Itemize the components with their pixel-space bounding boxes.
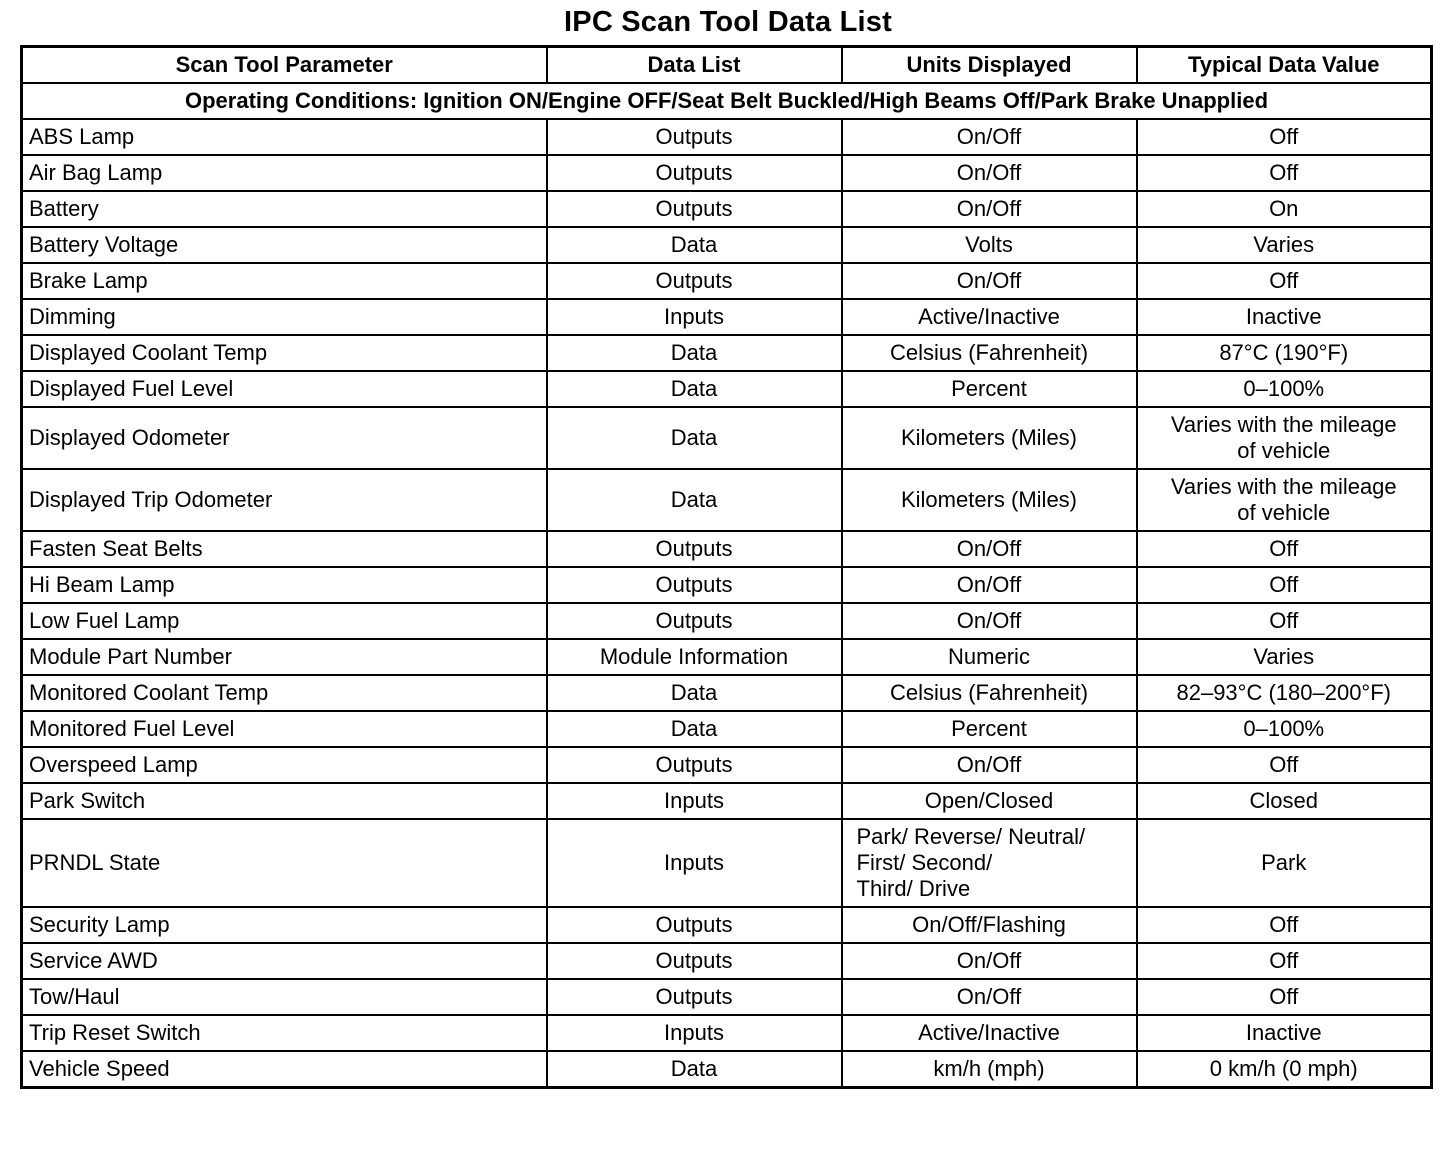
parameter-cell: Brake Lamp: [22, 263, 547, 299]
data-list-cell: Data: [547, 675, 842, 711]
units-cell: Volts: [842, 227, 1137, 263]
parameter-cell: Trip Reset Switch: [22, 1015, 547, 1051]
operating-conditions: Operating Conditions: Ignition ON/Engine OFF/Seat Belt Buckled/High Beams Off/Park Brake Unapplied: [22, 83, 1432, 119]
data-list-cell: Outputs: [547, 155, 842, 191]
parameter-cell: Park Switch: [22, 783, 547, 819]
units-cell: Celsius (Fahrenheit): [842, 335, 1137, 371]
typical-value-cell: Closed: [1137, 783, 1432, 819]
typical-value-cell: Off: [1137, 155, 1432, 191]
units-cell: Open/Closed: [842, 783, 1137, 819]
units-cell: On/Off: [842, 531, 1137, 567]
units-cell: On/Off: [842, 603, 1137, 639]
operating-conditions-row: [22, 83, 1432, 119]
parameter-cell: Displayed Fuel Level: [22, 371, 547, 407]
table-row: [22, 407, 1432, 469]
typical-value-cell: Off: [1137, 943, 1432, 979]
parameter-cell: ABS Lamp: [22, 119, 547, 155]
typical-value-cell: 0–100%: [1137, 371, 1432, 407]
data-list-cell: Data: [547, 227, 842, 263]
table-row: [22, 943, 1432, 979]
data-list-cell: Data: [547, 469, 842, 531]
typical-value-cell: Inactive: [1137, 299, 1432, 335]
data-list-cell: Data: [547, 407, 842, 469]
parameter-cell: Air Bag Lamp: [22, 155, 547, 191]
parameter-cell: Monitored Fuel Level: [22, 711, 547, 747]
typical-value-cell: Off: [1137, 907, 1432, 943]
units-cell: On/Off: [842, 979, 1137, 1015]
typical-value-cell: Varies: [1137, 227, 1432, 263]
table-row: [22, 819, 1432, 907]
parameter-cell: Vehicle Speed: [22, 1051, 547, 1088]
data-list-cell: Outputs: [547, 907, 842, 943]
typical-value-cell: On: [1137, 191, 1432, 227]
parameter-cell: PRNDL State: [22, 819, 547, 907]
table-row: [22, 711, 1432, 747]
parameter-cell: Dimming: [22, 299, 547, 335]
typical-value-cell: Varies: [1137, 639, 1432, 675]
parameter-cell: Hi Beam Lamp: [22, 567, 547, 603]
page-title: IPC Scan Tool Data List: [564, 6, 892, 38]
data-list-cell: Outputs: [547, 567, 842, 603]
units-cell: On/Off/Flashing: [842, 907, 1137, 943]
table-row: [22, 191, 1432, 227]
table-row: [22, 979, 1432, 1015]
header-row: [22, 47, 1432, 84]
typical-value-cell: Off: [1137, 979, 1432, 1015]
table-row: [22, 1015, 1432, 1051]
units-cell: On/Off: [842, 191, 1137, 227]
table-header: [22, 47, 1432, 120]
table-row: [22, 639, 1432, 675]
units-cell: On/Off: [842, 943, 1137, 979]
parameter-cell: Tow/Haul: [22, 979, 547, 1015]
parameter-cell: Displayed Coolant Temp: [22, 335, 547, 371]
parameter-cell: Displayed Trip Odometer: [22, 469, 547, 531]
header-units-displayed: Units Displayed: [842, 47, 1137, 84]
parameter-cell: Monitored Coolant Temp: [22, 675, 547, 711]
units-cell: Celsius (Fahrenheit): [842, 675, 1137, 711]
units-cell: On/Off: [842, 567, 1137, 603]
units-cell: km/h (mph): [842, 1051, 1137, 1088]
units-cell: Kilometers (Miles): [842, 407, 1137, 469]
table-row: [22, 675, 1432, 711]
table-row: [22, 263, 1432, 299]
data-list-cell: Outputs: [547, 979, 842, 1015]
units-cell: Active/Inactive: [842, 1015, 1137, 1051]
data-list-cell: Outputs: [547, 943, 842, 979]
data-list-cell: Outputs: [547, 603, 842, 639]
header-scan-tool-parameter: Scan Tool Parameter: [22, 47, 547, 84]
typical-value-cell: Varies with the mileage of vehicle: [1137, 469, 1432, 531]
table-row: [22, 469, 1432, 531]
data-list-cell: Inputs: [547, 1015, 842, 1051]
data-list-cell: Module Information: [547, 639, 842, 675]
data-list-cell: Inputs: [547, 783, 842, 819]
parameter-cell: Fasten Seat Belts: [22, 531, 547, 567]
units-cell: Park/ Reverse/ Neutral/ First/ Second/ Third/ Drive: [842, 819, 1137, 907]
typical-value-cell: Off: [1137, 119, 1432, 155]
typical-value-cell: Off: [1137, 603, 1432, 639]
table-row: [22, 783, 1432, 819]
data-list-cell: Data: [547, 371, 842, 407]
table-row: [22, 155, 1432, 191]
parameter-cell: Displayed Odometer: [22, 407, 547, 469]
table-row: [22, 531, 1432, 567]
parameter-cell: Module Part Number: [22, 639, 547, 675]
typical-value-cell: 87°C (190°F): [1137, 335, 1432, 371]
units-cell: On/Off: [842, 747, 1137, 783]
typical-value-cell: 0–100%: [1137, 711, 1432, 747]
data-list-cell: Inputs: [547, 299, 842, 335]
data-list-cell: Data: [547, 335, 842, 371]
typical-value-cell: Off: [1137, 531, 1432, 567]
units-cell: On/Off: [842, 263, 1137, 299]
table-row: [22, 371, 1432, 407]
typical-value-cell: Inactive: [1137, 1015, 1432, 1051]
data-list-cell: Outputs: [547, 531, 842, 567]
table-row: [22, 335, 1432, 371]
table-row: [22, 747, 1432, 783]
table-row: [22, 907, 1432, 943]
header-data-list: Data List: [547, 47, 842, 84]
parameter-cell: Battery: [22, 191, 547, 227]
parameter-cell: Service AWD: [22, 943, 547, 979]
data-list-cell: Outputs: [547, 747, 842, 783]
table-row: [22, 1051, 1432, 1088]
units-cell: Active/Inactive: [842, 299, 1137, 335]
scan-tool-data-table: [20, 45, 1433, 1089]
table-row: [22, 227, 1432, 263]
table-row: [22, 567, 1432, 603]
data-list-cell: Data: [547, 711, 842, 747]
parameter-cell: Low Fuel Lamp: [22, 603, 547, 639]
units-cell: Percent: [842, 711, 1137, 747]
typical-value-cell: Off: [1137, 747, 1432, 783]
typical-value-cell: Off: [1137, 567, 1432, 603]
table-row: [22, 603, 1432, 639]
typical-value-cell: Park: [1137, 819, 1432, 907]
parameter-cell: Overspeed Lamp: [22, 747, 547, 783]
table-row: [22, 299, 1432, 335]
data-list-cell: Inputs: [547, 819, 842, 907]
typical-value-cell: Varies with the mileage of vehicle: [1137, 407, 1432, 469]
table-row: [22, 119, 1432, 155]
data-list-cell: Data: [547, 1051, 842, 1088]
parameter-cell: Security Lamp: [22, 907, 547, 943]
table-body: [22, 119, 1432, 1088]
units-cell: Kilometers (Miles): [842, 469, 1137, 531]
units-cell: On/Off: [842, 119, 1137, 155]
units-cell: Percent: [842, 371, 1137, 407]
data-list-cell: Outputs: [547, 119, 842, 155]
units-cell: On/Off: [842, 155, 1137, 191]
data-list-cell: Outputs: [547, 191, 842, 227]
header-typical-data-value: Typical Data Value: [1137, 47, 1432, 84]
units-cell: Numeric: [842, 639, 1137, 675]
data-list-cell: Outputs: [547, 263, 842, 299]
typical-value-cell: 0 km/h (0 mph): [1137, 1051, 1432, 1088]
typical-value-cell: 82–93°C (180–200°F): [1137, 675, 1432, 711]
typical-value-cell: Off: [1137, 263, 1432, 299]
parameter-cell: Battery Voltage: [22, 227, 547, 263]
